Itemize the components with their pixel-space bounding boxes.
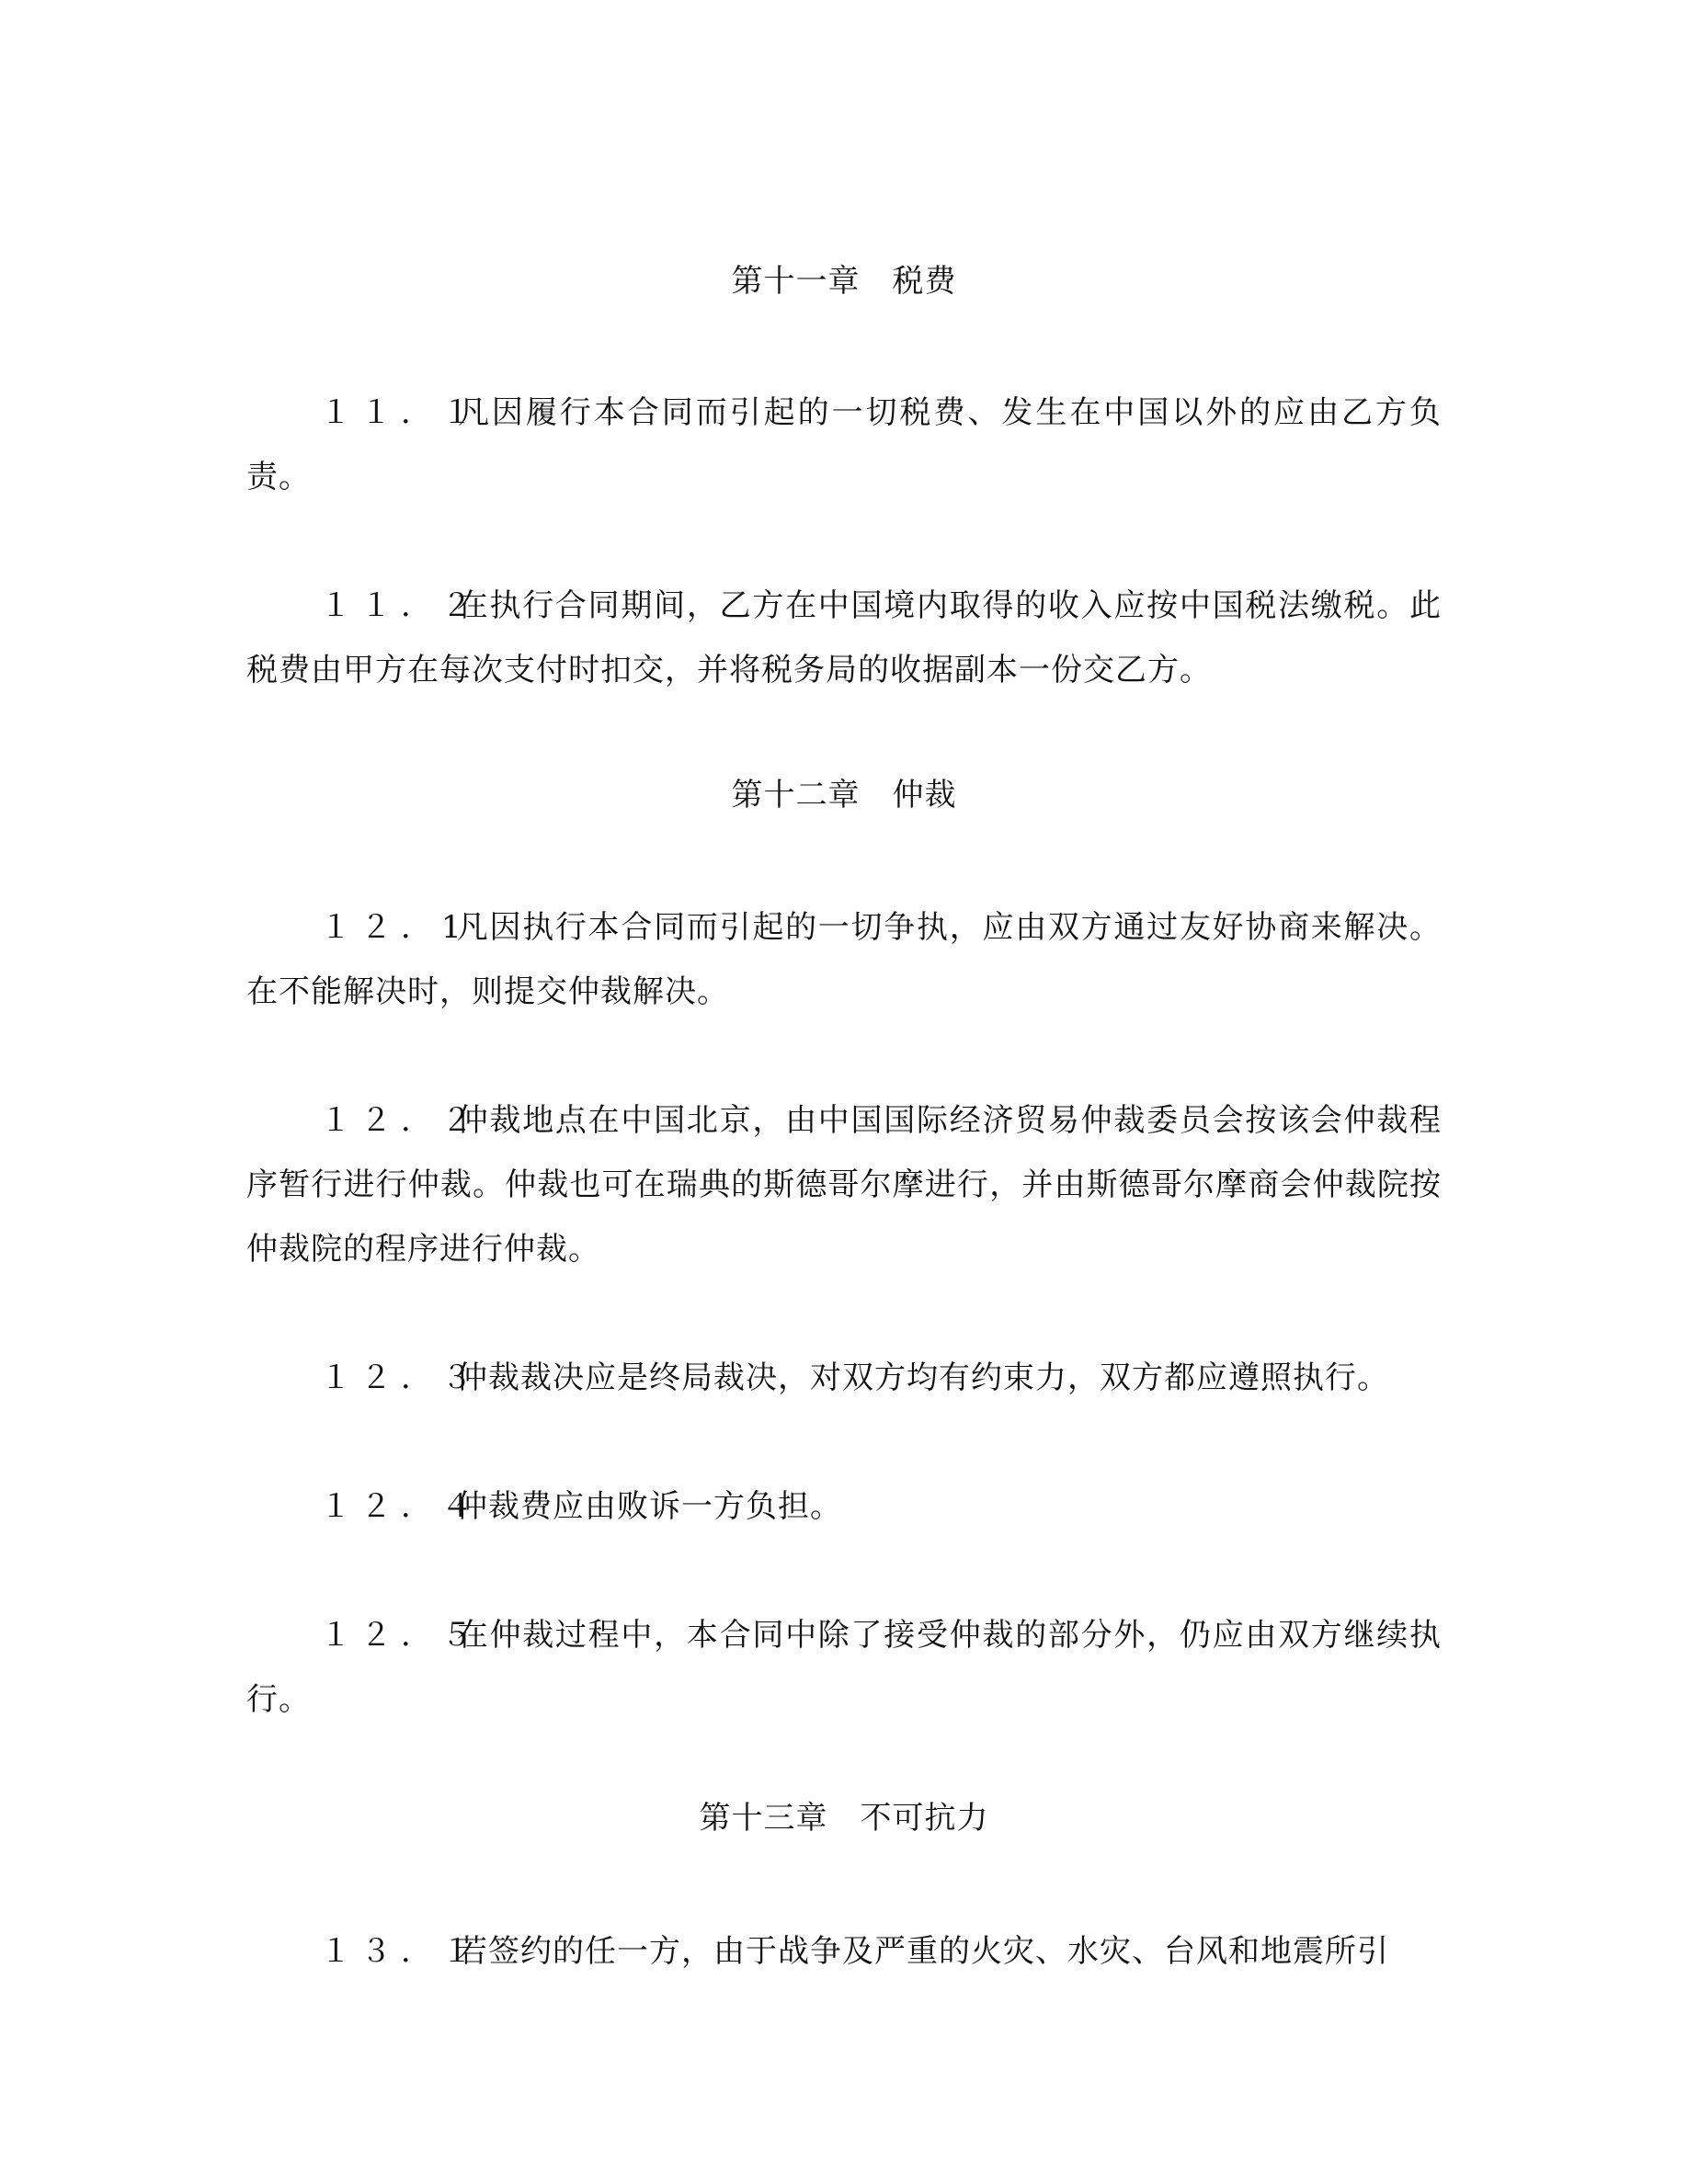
clause-number: １２．２: [320, 1102, 482, 1139]
clause-text: 在仲裁过程中，本合同中除了接受仲裁的部分外，仍应由双方继续执行。: [246, 1617, 1442, 1718]
clause-text: 仲裁裁决应是终局裁决，对双方均有约束力，双方都应遵照执行。: [456, 1359, 1389, 1396]
clause-paragraph: [246, 381, 1442, 509]
clause-paragraph: [246, 574, 1442, 702]
chapter-heading: 第十三章 不可抗力: [699, 1800, 989, 1837]
clause-number: １２．５: [320, 1617, 482, 1654]
clause-text: 凡因履行本合同而引起的一切税费、发生在中国以外的应由乙方负责。: [246, 394, 1442, 495]
clause-paragraph: [246, 895, 1442, 1024]
clause-text: 仲裁费应由败诉一方负担。: [456, 1488, 842, 1525]
chapter-heading: 第十二章 仲裁: [731, 777, 957, 813]
clause-number: １２．４: [320, 1488, 482, 1525]
clause-text: 在执行合同期间，乙方在中国境内取得的收入应按中国税法缴税。此税费由甲方在每次支付时扣交，并将税务局的收据副本一份交乙方。: [246, 587, 1442, 688]
clause-text: 仲裁地点在中国北京，由中国国际经济贸易仲裁委员会按该会仲裁程序暂行进行仲裁。仲裁也可在瑞典的斯德哥尔摩进行，并由斯德哥尔摩商会仲裁院按仲裁院的程序进行仲裁。: [246, 1102, 1442, 1268]
clause-number: １２．３: [320, 1359, 482, 1396]
clause-paragraph: [246, 1088, 1442, 1281]
clause-paragraph: [246, 1474, 1442, 1539]
clause-paragraph: [246, 1346, 1442, 1410]
clause-text: 若签约的任一方，由于战争及严重的火灾、水灾、台风和地震所引: [456, 1933, 1389, 1970]
clause-number: １２．1: [320, 909, 471, 946]
clause-paragraph: [246, 1603, 1442, 1732]
clause-number: １１．１: [320, 394, 482, 431]
clause-number: １１．２: [320, 587, 482, 624]
chapter-heading: 第十一章 税费: [731, 263, 957, 300]
clause-text: 凡因执行本合同而引起的一切争执，应由双方通过友好协商来解决。在不能解决时，则提交仲裁解决。: [246, 909, 1442, 1010]
clause-paragraph: [246, 1919, 1442, 1984]
clause-number: １３．１: [320, 1933, 482, 1970]
